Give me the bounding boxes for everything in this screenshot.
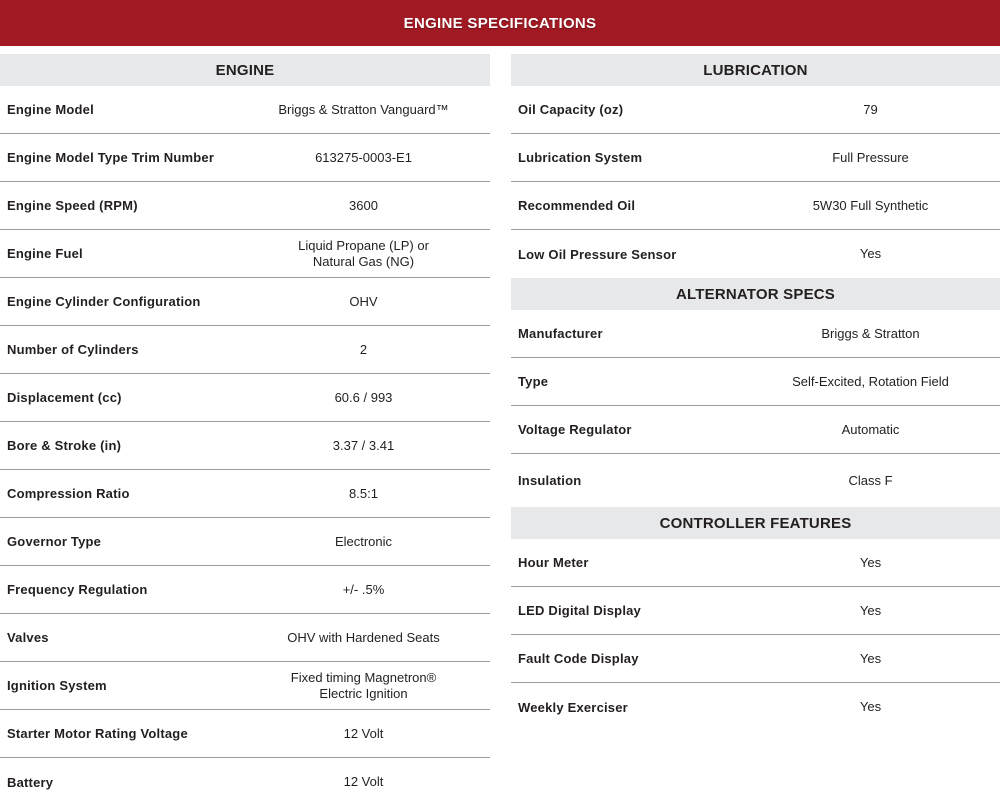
- spec-value: 60.6 / 993: [334, 389, 393, 405]
- table-row: [0, 326, 490, 374]
- specifications-banner: [0, 0, 1000, 46]
- spec-label: Fault Code Display: [518, 651, 639, 666]
- spec-label: Weekly Exerciser: [518, 699, 628, 715]
- table-row: [511, 310, 1000, 358]
- table-row: [511, 406, 1000, 454]
- table-row: [0, 374, 490, 422]
- lubrication-section-header: LUBRICATION: [511, 54, 1000, 86]
- spec-value: 5W30 Full Synthetic: [812, 197, 929, 213]
- table-row: [0, 182, 490, 230]
- table-row: [0, 566, 490, 614]
- table-row: [511, 182, 1000, 230]
- spec-value: 2: [359, 341, 368, 357]
- spec-label: Battery: [7, 774, 54, 790]
- spec-label: Low Oil Pressure Sensor: [518, 246, 677, 262]
- spec-value: Briggs & Stratton Vanguard™: [278, 101, 449, 117]
- spec-value: 79: [863, 101, 878, 117]
- spec-label: Valves: [7, 630, 49, 645]
- controller-section: [511, 507, 1000, 731]
- spec-label: LED Digital Display: [518, 603, 641, 618]
- spec-label: Frequency Regulation: [7, 582, 148, 597]
- table-row: [0, 470, 490, 518]
- table-row: [0, 614, 490, 662]
- alternator-section-header: ALTERNATOR SPECS: [511, 278, 1000, 310]
- page-title: ENGINE SPECIFICATIONS: [403, 14, 597, 32]
- spec-label: Type: [518, 374, 549, 389]
- spec-value: Yes: [859, 246, 882, 261]
- spec-label: Starter Motor Rating Voltage: [7, 726, 188, 741]
- engine-table: [0, 86, 490, 806]
- spec-label: Oil Capacity (oz): [518, 102, 624, 117]
- table-row: [511, 635, 1000, 683]
- spec-value: 3.37 / 3.41: [332, 437, 395, 453]
- spec-value: Yes: [859, 554, 882, 570]
- alternator-section: [511, 278, 1000, 507]
- spec-label: Recommended Oil: [518, 198, 636, 213]
- table-row: [511, 683, 1000, 731]
- table-row: [0, 422, 490, 470]
- spec-label: Bore & Stroke (in): [7, 438, 122, 453]
- spec-value: Yes: [859, 699, 882, 714]
- table-row: [511, 358, 1000, 406]
- spec-value: OHV with Hardened Seats: [287, 629, 440, 645]
- spec-value: Yes: [859, 602, 882, 618]
- spec-label: Ignition System: [7, 678, 107, 693]
- spec-value: Automatic: [841, 421, 900, 437]
- spec-label: Voltage Regulator: [518, 422, 632, 437]
- table-row: [0, 230, 490, 278]
- spec-value: +/- .5%: [342, 581, 385, 597]
- spec-value: Liquid Propane (LP) or Natural Gas (NG): [298, 237, 429, 269]
- table-row: [511, 86, 1000, 134]
- spec-label: Engine Speed (RPM): [7, 198, 138, 213]
- table-row: [0, 86, 490, 134]
- spec-value: 12 Volt: [343, 774, 384, 789]
- spec-value: Electronic: [334, 533, 393, 549]
- table-row: [0, 758, 490, 806]
- spec-value: 12 Volt: [343, 725, 384, 741]
- table-row: [0, 134, 490, 182]
- spec-label: Hour Meter: [518, 555, 589, 570]
- spec-label: Governor Type: [7, 534, 102, 549]
- right-column: [511, 54, 1000, 731]
- spec-value: 3600: [349, 197, 378, 213]
- controller-section-header: CONTROLLER FEATURES: [511, 507, 1000, 539]
- spec-value: Fixed timing Magnetron® Electric Ignition: [290, 669, 437, 701]
- spec-label: Engine Model Type Trim Number: [7, 150, 215, 165]
- spec-value: Briggs & Stratton: [821, 325, 920, 341]
- table-row: [511, 454, 1000, 507]
- spec-value: Yes: [859, 650, 882, 666]
- table-row: [0, 278, 490, 326]
- table-row: [0, 518, 490, 566]
- engine-section-header: ENGINE: [0, 54, 490, 86]
- spec-value: Class F: [848, 472, 893, 488]
- table-row: [511, 587, 1000, 635]
- spec-label: Insulation: [518, 473, 582, 488]
- spec-value: 8.5:1: [349, 485, 378, 501]
- spec-label: Manufacturer: [518, 326, 603, 341]
- spec-label: Compression Ratio: [7, 486, 130, 501]
- spec-value: OHV: [349, 293, 378, 309]
- table-row: [511, 539, 1000, 587]
- table-row: [0, 662, 490, 710]
- spec-label: Engine Model: [7, 102, 94, 117]
- table-row: [511, 230, 1000, 278]
- spec-value: Full Pressure: [832, 149, 909, 165]
- spec-label: Number of Cylinders: [7, 342, 139, 357]
- table-row: [511, 134, 1000, 182]
- lubrication-section: [511, 54, 1000, 278]
- engine-section: [0, 54, 490, 806]
- spec-value: Self-Excited, Rotation Field: [792, 373, 949, 389]
- spec-label: Lubrication System: [518, 150, 643, 165]
- spec-label: Engine Cylinder Configuration: [7, 294, 201, 309]
- spec-label: Engine Fuel: [7, 246, 83, 261]
- table-row: [0, 710, 490, 758]
- spec-value: 613275-0003-E1: [315, 149, 412, 165]
- spec-label: Displacement (cc): [7, 390, 122, 405]
